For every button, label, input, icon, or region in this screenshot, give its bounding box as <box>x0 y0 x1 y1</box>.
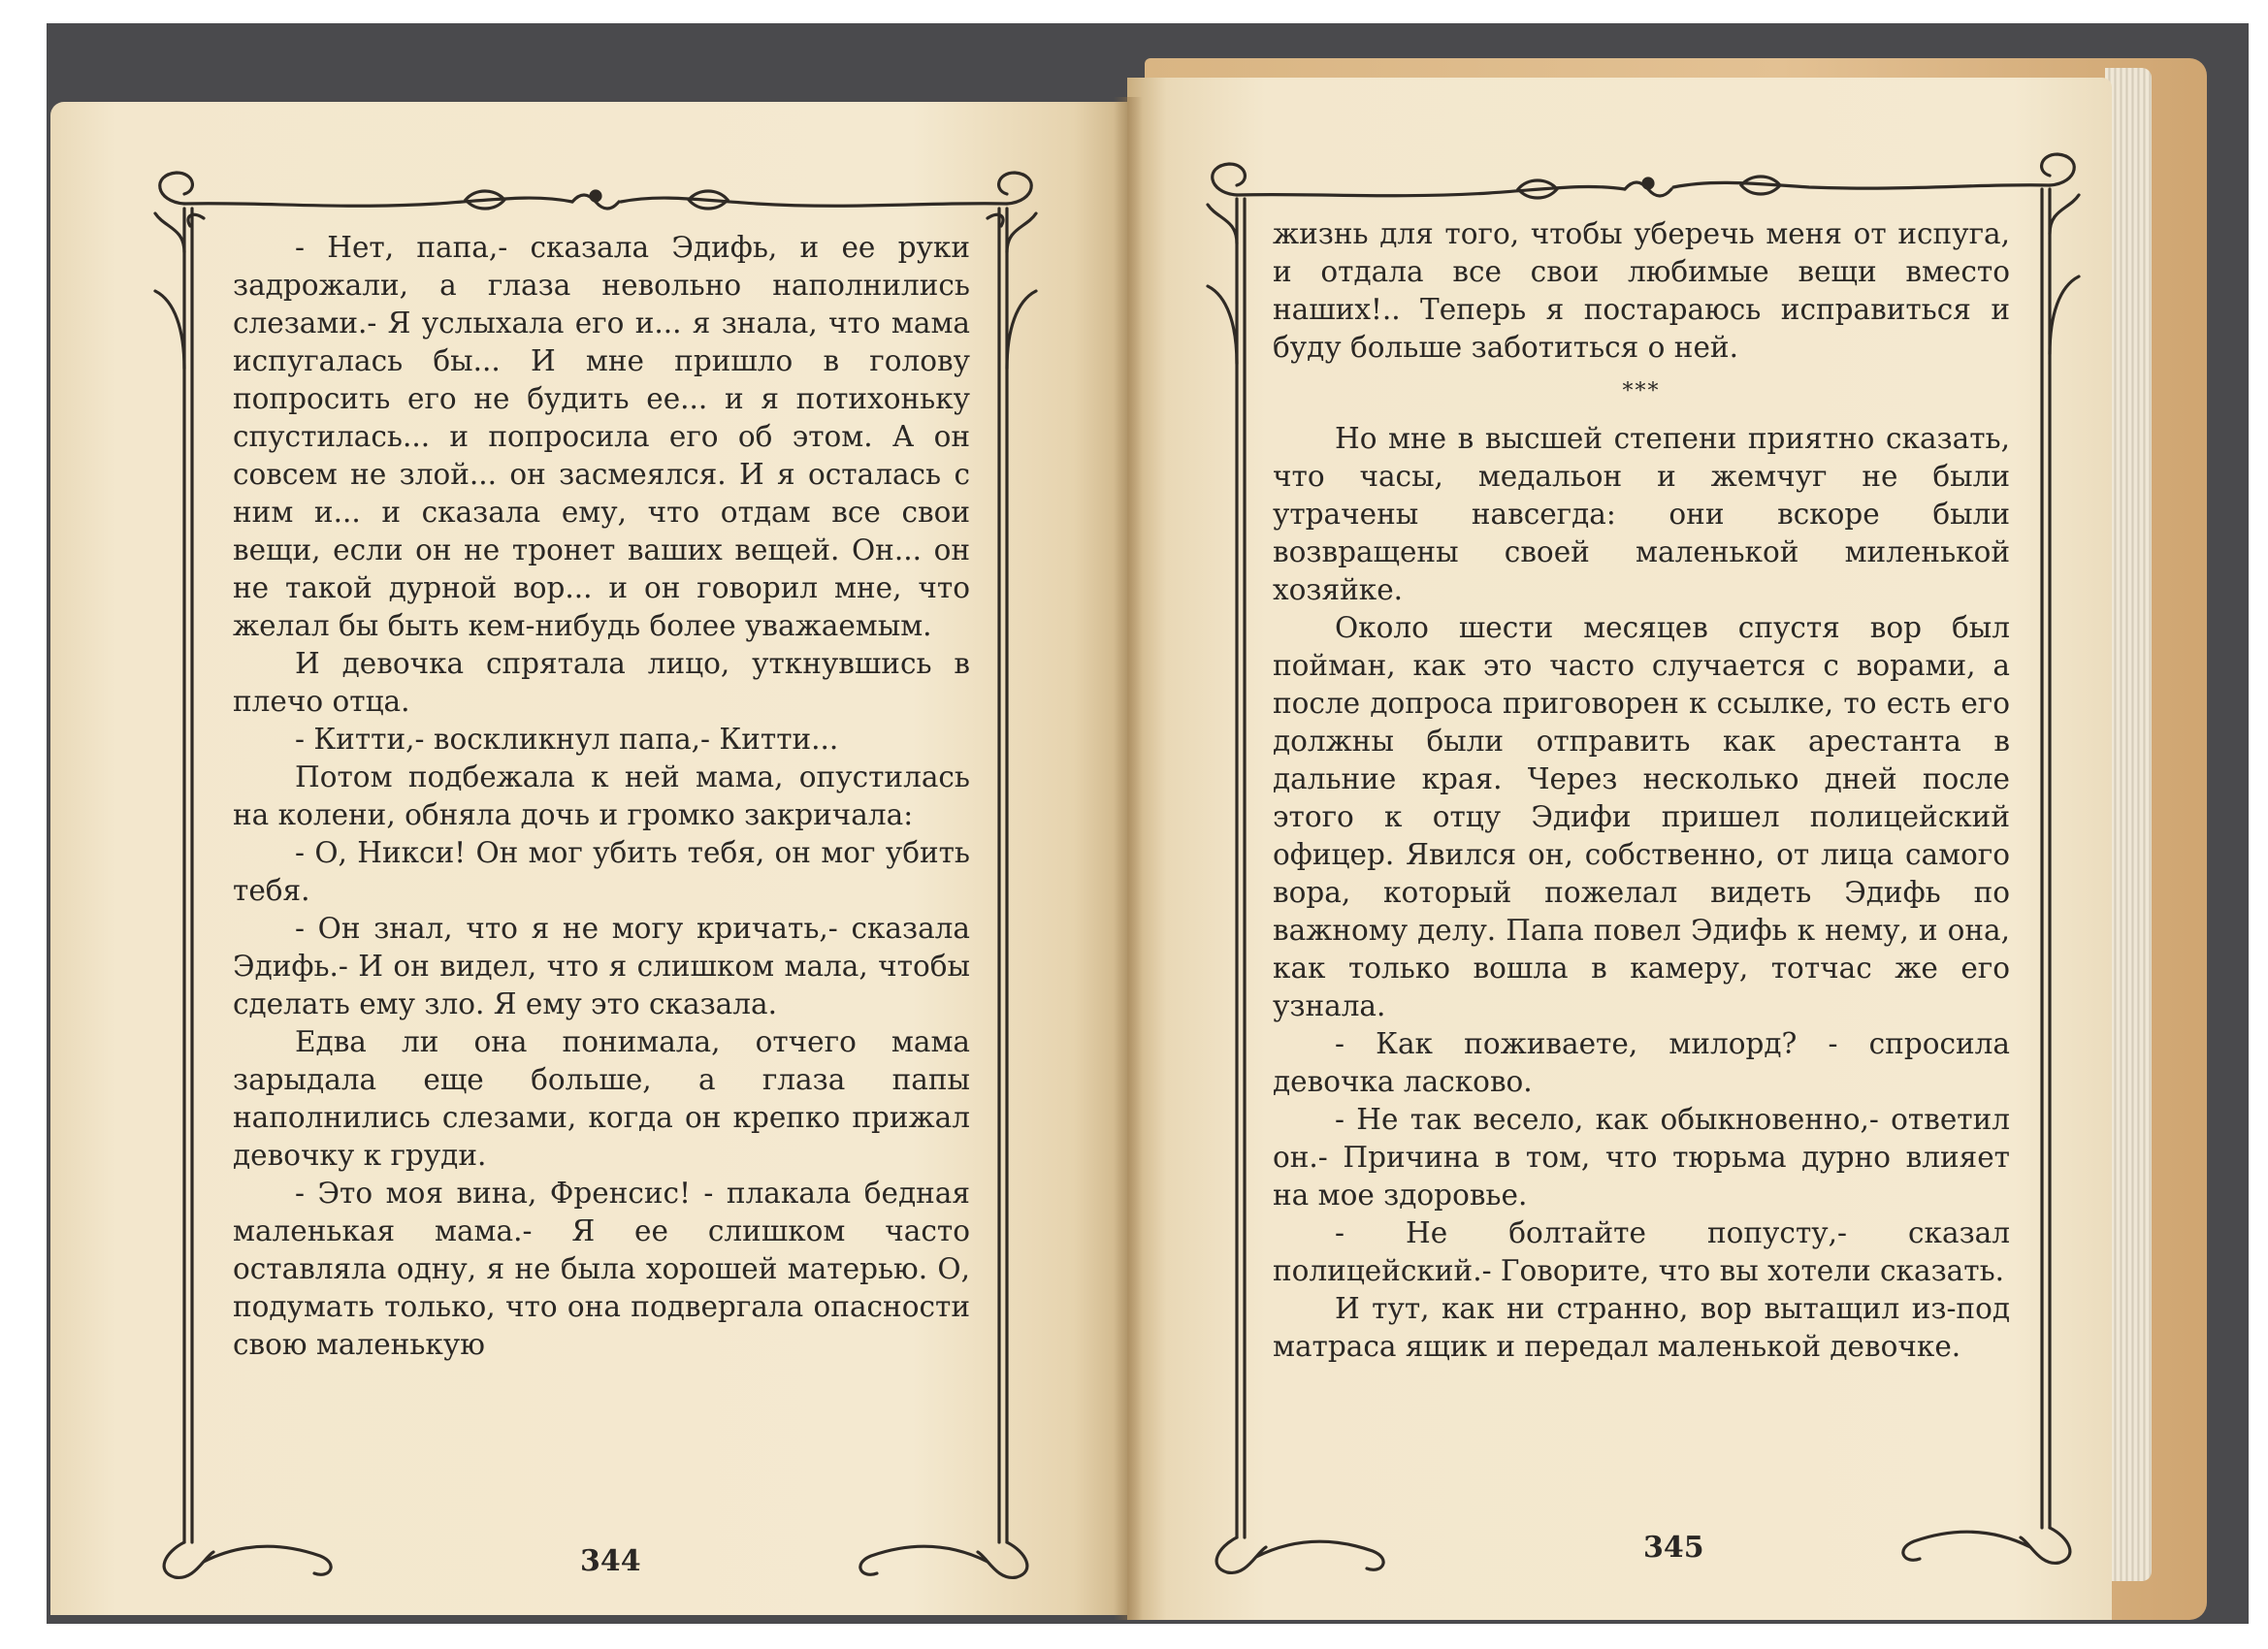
paragraph: Едва ли она понимала, отчего мама зарыдала еще больше, а глаза папы наполнились слезами, когда он крепко прижал девочку к груди. <box>233 1025 970 1172</box>
paragraph: - Нет, папа,- сказала Эдифь, и ее руки задрожали, а глаза невольно наполнились слезами.- Я услыхала его и... я знала, что мама испугалась бы... И мне пришло в голову попросить его не будить ее... и я потихоньку спустилась... и попросила его об этом. А он совсем не злой... он засмеялся. И я осталась с ним и... и сказала ему, что отдам все свои вещи, если он не тронет ваших вещей. Он... он не такой дурной вор... и он говорил мне, что желал бы быть кем-нибудь более уважаемым. <box>233 231 970 642</box>
paragraph: И тут, как ни странно, вор вытащил из-под матраса ящик и передал маленькой девочке. <box>1273 1292 2010 1363</box>
paragraph: - Не так весело, как обыкновенно,- ответил он.- Причина в том, что тюрьма дурно влияет на мое здоровье. <box>1273 1103 2010 1212</box>
page-number-left: 344 <box>580 1544 641 1578</box>
paragraph: - Это моя вина, Френсис! - плакала бедная маленькая мама.- Я ее слишком часто оставляла одну, я не была хорошей матерью. О, подумать только, что она подвергала опасности свою маленькую <box>233 1177 970 1361</box>
paragraph: И девочка спрятала лицо, уткнувшись в плечо отца. <box>233 647 970 718</box>
paragraph: - Он знал, что я не могу кричать,- сказала Эдифь.- И он видел, что я слишком мала, чтобы сделать ему зло. Я ему это сказала. <box>233 912 970 1020</box>
right-page-text <box>1273 215 2010 1366</box>
paragraph: жизнь для того, чтобы уберечь меня от испуга, и отдала все свои любимые вещи вместо наших!.. Теперь я постараюсь исправиться и буду больше заботиться о ней. <box>1273 217 2010 364</box>
left-page-text <box>233 229 970 1364</box>
paragraph: Но мне в высшей степени приятно сказать, что часы, медальон и жемчуг не были утрачены навсегда: они вскоре были возвращены своей маленькой миленькой хозяйке. <box>1273 422 2010 606</box>
section-separator: *** <box>1622 379 1661 404</box>
paragraph: - Китти,- воскликнул папа,- Китти... <box>295 723 839 756</box>
paragraph: Потом подбежала к ней мама, опустилась на колени, обняла дочь и громко закричала: <box>233 760 970 831</box>
book-gutter <box>1114 97 1143 1620</box>
paragraph: - Не болтайте попусту,- сказал полицейский.- Говорите, что вы хотели сказать. <box>1273 1216 2010 1287</box>
paragraph: - О, Никси! Он мог убить тебя, он мог убить тебя. <box>233 836 970 907</box>
paragraph: - Как поживаете, милорд? - спросила девочка ласково. <box>1273 1027 2010 1098</box>
page-number-right: 345 <box>1643 1531 1704 1565</box>
page-edges <box>2105 68 2152 1581</box>
paragraph: Около шести месяцев спустя вор был пойман, как это часто случается с ворами, а после допроса приговорен к ссылке, то есть его должны были отправить как арестанта в дальние края. Через несколько дней после этого к отцу Эдифи пришел полицейский офицер. Явился он, собственно, от лица самого вора, который пожелал видеть Эдифь по важному делу. Папа повел Эдифь к нему, и она, как только вошла в камеру, тотчас же его узнала. <box>1273 611 2010 1022</box>
